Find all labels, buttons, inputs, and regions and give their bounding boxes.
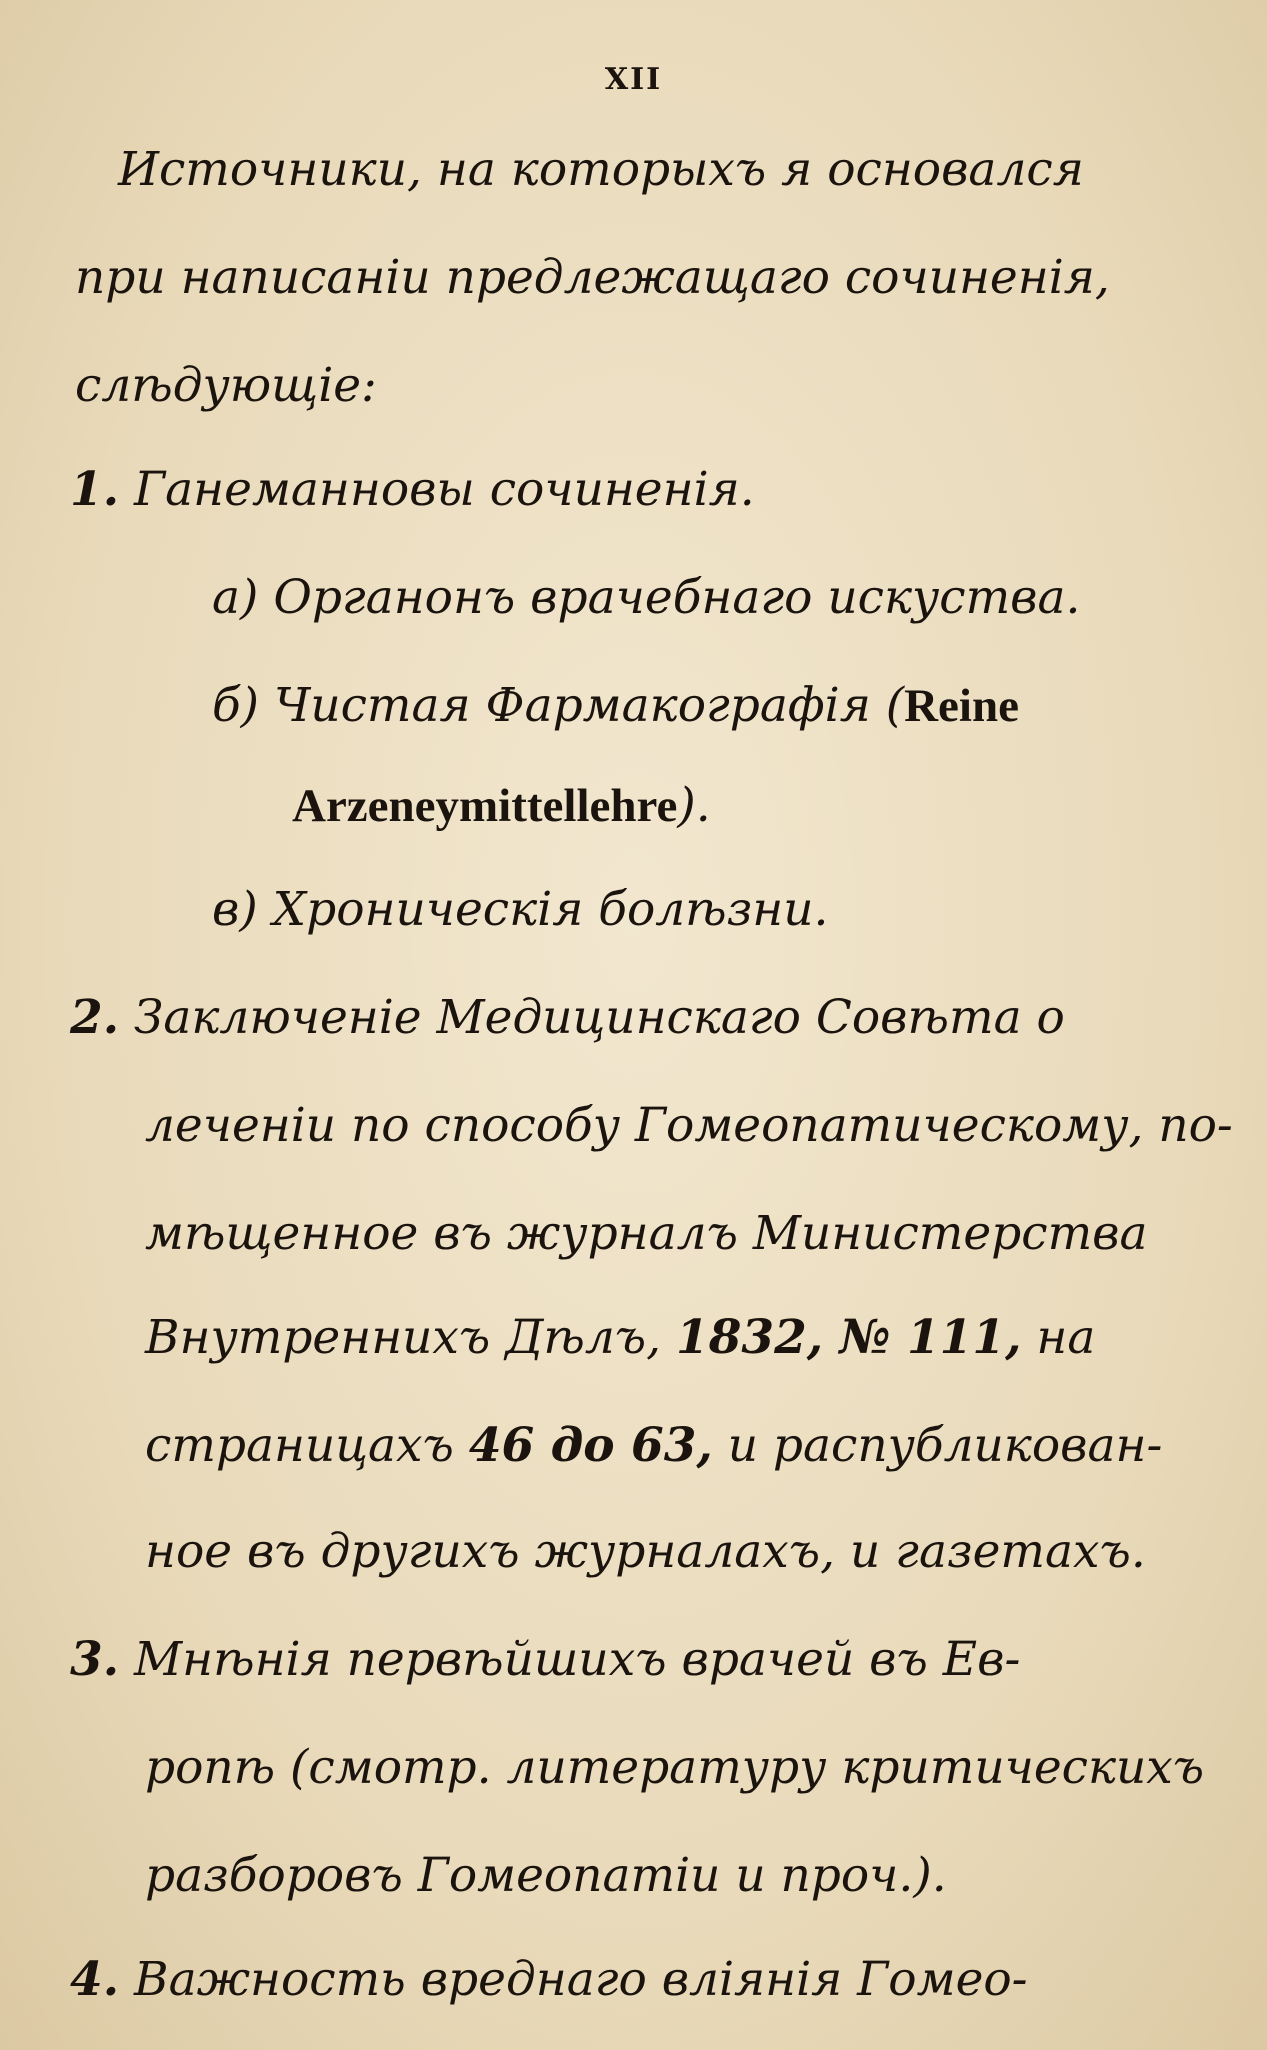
- item-number: 1.: [70, 462, 120, 517]
- subitem-text: Чистая Фармакографія (: [273, 678, 905, 733]
- item-2-line-3: мѣщенное въ журналъ Министерства: [145, 1206, 1148, 1261]
- subitem-a: [212, 568, 1080, 628]
- subitem-text: Органонъ врачебнаго искуства.: [273, 570, 1081, 625]
- item-number: 3.: [70, 1632, 120, 1687]
- item-3-line-3: разборовъ Гомеопатіи и проч.).: [145, 1848, 947, 1903]
- item-2-line-2: леченіи по способу Гомеопатическому, по-: [145, 1098, 1233, 1153]
- item-2-line-6: ное въ другихъ журналахъ, и газетахъ.: [145, 1524, 1146, 1579]
- intro-line-1: Источники, на которыхъ я основался: [118, 142, 1084, 197]
- item-number: 2.: [70, 990, 120, 1045]
- list-item-3: [70, 1630, 1020, 1690]
- item-2-line-5: [145, 1416, 1162, 1476]
- subitem-tail: ).: [677, 778, 711, 833]
- item-text: Важность вреднаго вліянія Гомео-: [134, 1952, 1028, 2007]
- item-text: Заключеніе Медицинскаго Совѣта о: [134, 990, 1065, 1045]
- subitem-letter: в): [212, 882, 258, 937]
- intro-line-3: слѣдующіе:: [75, 358, 377, 413]
- subitem-latin-2: Arzeneymittellehre: [292, 780, 678, 832]
- page-range: 46 до 63,: [468, 1418, 713, 1473]
- item-number: 4.: [70, 1952, 120, 2007]
- subitem-b: [212, 676, 1019, 736]
- item-text: Мнѣнія первѣйшихъ врачей въ Ев-: [134, 1632, 1021, 1687]
- line-text: на: [1021, 1310, 1096, 1365]
- list-item-4: [70, 1950, 1028, 2010]
- list-item-2: [70, 988, 1065, 1048]
- line-text: Внутреннихъ Дѣлъ,: [145, 1310, 676, 1365]
- intro-line-2: при написаніи предлежащаго сочиненія,: [75, 250, 1110, 305]
- line-text: и распубликован-: [712, 1418, 1163, 1473]
- bleed-through-text: [420, 335, 434, 386]
- page-number: XII: [604, 62, 663, 97]
- subitem-b-continuation: [292, 776, 711, 836]
- item-text: Ганеманновы сочиненія.: [134, 462, 755, 517]
- item-2-line-4: [145, 1308, 1095, 1368]
- subitem-text: Хроническія болѣзни.: [272, 882, 829, 937]
- journal-reference: 1832, № 111,: [676, 1310, 1022, 1365]
- line-text: страницахъ: [145, 1418, 469, 1473]
- list-item-1: [70, 460, 755, 520]
- subitem-v: [212, 880, 828, 940]
- subitem-letter: б): [212, 678, 260, 733]
- item-3-line-2: ропѣ (смотр. литературу критическихъ: [145, 1740, 1205, 1795]
- subitem-letter: а): [212, 570, 259, 625]
- subitem-latin: Reine: [904, 680, 1019, 732]
